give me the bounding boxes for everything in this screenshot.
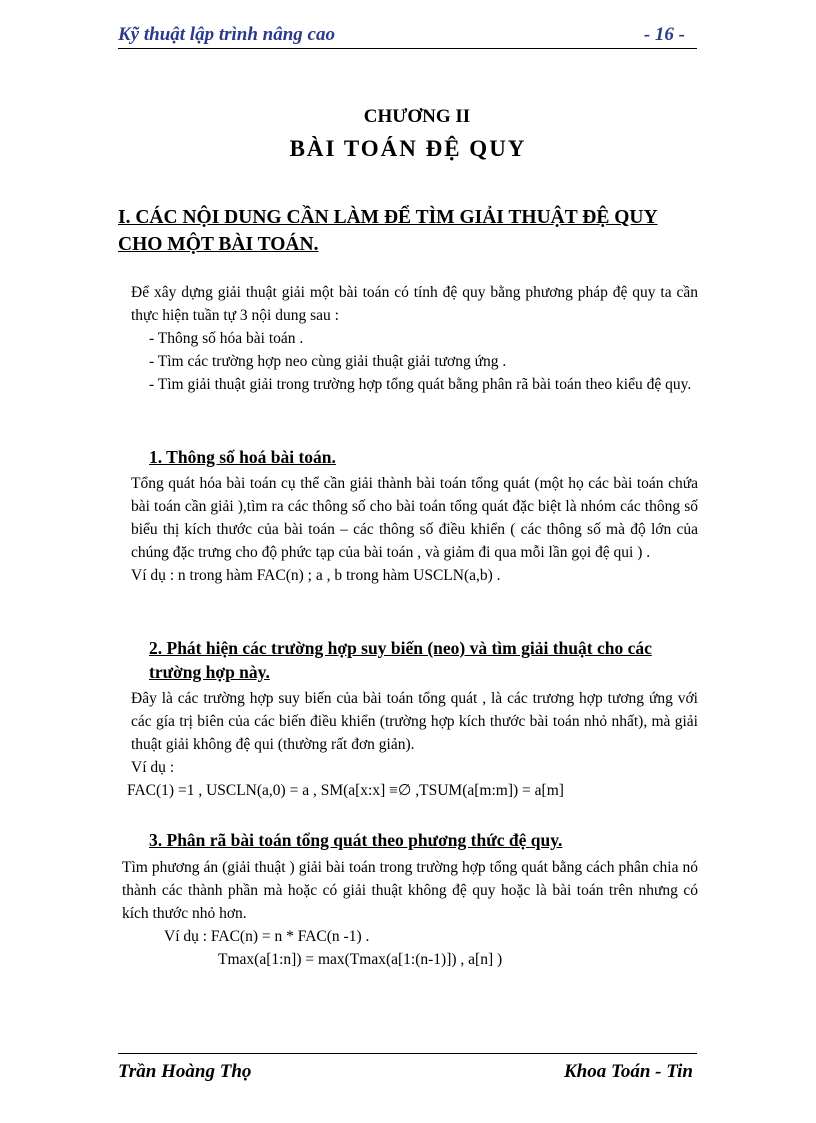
subsection-3-text: Tìm phương án (giải thuật ) giải bài toán trong trường hợp tổng quát bằng cách phân chia nó thành các thành phần mà hoặc có giải thuật không đệ quy hoặc là bài toán trên nhưng có kích thước nhỏ hơn. [122, 859, 698, 922]
subsection-2-example: FAC(1) =1 , USCLN(a,0) = a , SM(a[x:x] ≡∅ ,TSUM(a[m:m]) = a[m] [127, 782, 564, 799]
intro-text: Để xây dựng giải thuật giải một bài toán có tính đệ quy bằng phương pháp đệ quy ta cần thực hiện tuần tự 3 nội dung sau : [131, 284, 698, 324]
page-number: - 16 - [643, 24, 685, 45]
footer-department: Khoa Toán - Tin [564, 1061, 693, 1082]
subsection-1-title: 1. Thông số hoá bài toán. [149, 447, 336, 467]
subsection-3-title: 3. Phân rã bài toán tổng quát theo phương thức đệ quy. [149, 830, 563, 850]
page-footer [118, 1053, 697, 1082]
subsection-3-example-1: Ví dụ : FAC(n) = n * FAC(n -1) . [164, 928, 370, 945]
subsection-3-example-2: Tmax(a[1:n]) = max(Tmax(a[1:(n-1)]) , a[n] ) [218, 951, 503, 968]
subsection-2-text: Đây là các trường hợp suy biến của bài toán tổng quát , là các trương hợp tương ứng với các gía trị biên của các biến điều khiển (trường hợp kích thước bài toán nhỏ nhất), mà giải thuật giải không đệ qui (thường rất đơn giản). [131, 690, 698, 753]
intro-item: - Tìm các trường hợp neo cùng giải thuật giải tương ứng . [149, 353, 507, 370]
subsection-1-body [118, 472, 698, 587]
subsection-2-title: 2. Phát hiện các trường hợp suy biến (neo) và tìm giải thuật cho các trường hợp này. [149, 638, 652, 682]
section-title: I. CÁC NỘI DUNG CẦN LÀM ĐỂ TÌM GIẢI THUẬT ĐỆ QUY CHO MỘT BÀI TOÁN. [118, 207, 658, 255]
subsection-1-text: Tổng quát hóa bài toán cụ thể cần giải thành bài toán tổng quát (một họ các bài toán chứa bài toán cần giải ),tìm ra các thông số cho bài toán tổng quát đặc biệt là nhóm các thông số biểu thị kích thước của bài toán – các thông số điều khiển ( các thông số mà độ lớn của chúng đặc trưng cho độ phức tạp của bài toán , và giảm đi qua mỗi lần gọi đệ qui ) . [131, 475, 698, 561]
subsection-2-example-label: Ví dụ : [131, 759, 175, 776]
header-title: Kỹ thuật lập trình nâng cao [118, 24, 335, 45]
subsection-3-body [118, 856, 698, 971]
page-header [118, 22, 697, 49]
footer-author: Trần Hoàng Thọ [118, 1061, 252, 1082]
chapter-name: BÀI TOÁN ĐỆ QUY [289, 136, 527, 161]
subsection-2-body [118, 687, 698, 802]
chapter-number: CHƯƠNG II [363, 106, 471, 127]
intro-paragraph [118, 281, 698, 396]
subsection-1-example: Ví dụ : n trong hàm FAC(n) ; a , b trong hàm USCLN(a,b) . [131, 567, 501, 584]
intro-item: - Tìm giải thuật giải trong trường hợp tổng quát bằng phân rã bài toán theo kiểu đệ quy. [149, 376, 692, 393]
intro-item: - Thông số hóa bài toán . [149, 330, 304, 347]
